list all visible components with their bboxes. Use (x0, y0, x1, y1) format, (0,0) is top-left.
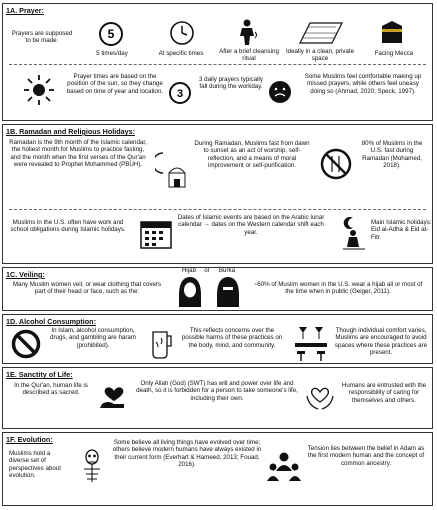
facing-mecca: Facing Mecca (374, 50, 414, 57)
ramadan-text: Ramadan is the 9th month of the Islamic calendar, the holiest month for Muslims to practice fasting, and the month when the first verses of the Qur'an were revealed to Prophet Mohammed (PBUH). (9, 139, 147, 169)
cleansing-ritual: After a brief cleansing ritual (219, 48, 279, 63)
work-text: Muslims in the U.S. often have work and school obligations during Islamic holidays. (10, 219, 126, 234)
prohibited-icon (11, 329, 41, 359)
diverse-text: Muslims hold a diverse set of perspectives about evolution. (9, 450, 61, 480)
tension-text: Tension lies between the belief in Adam as the first modern human and the concept of common ancestry. (307, 445, 425, 467)
people-group-icon (265, 451, 303, 485)
comfort-text: Some Muslims feel comfortable making up missed prayers, while others feel uneasy doing so (Ahmad, 2020; Speck, 1997). (304, 73, 422, 95)
hand-heart-icon (99, 382, 129, 412)
section-header: 1C. Veiling: (6, 270, 45, 279)
veiling-intro: Many Muslim women veil, or wear clothing that covers part of their head or face, such as the: (12, 281, 162, 296)
entrusted-text: Humans are entrusted with the responsibility of caring for themselves and others. (341, 382, 427, 404)
quran-text: In the Qur'an, human life is described as sacred. (14, 382, 88, 397)
section-alcohol (2, 314, 433, 364)
section-header: 1D. Alcohol Consumption: (6, 317, 96, 326)
drink-icon (149, 328, 175, 360)
section-header: 1A. Prayer: (6, 6, 44, 15)
percent-text: 80% of Muslims in the U.S. fast during Ramadan (Mohamed, 2018). (361, 140, 423, 170)
three-circle-icon (168, 81, 192, 105)
section-header: 1B. Ramadan and Religious Holidays: (6, 127, 136, 136)
divider (9, 64, 426, 65)
or-label: or (204, 267, 210, 274)
divider (9, 209, 426, 210)
lunar-text: Dates of Islamic events are based on the Arabic lunar calendar → dates on the Western calendar shift each year. (177, 214, 325, 236)
concerns-text: This reflects concerns over the possible harms of these practices on the body, mind, and community. (181, 327, 283, 349)
praying-person-icon (339, 215, 369, 253)
section-ramadan (2, 124, 433, 264)
haram-text: In Islam, alcohol consumption, drugs, and gambling are haram (prohibited). (50, 327, 136, 349)
specific-times: At specific times (158, 50, 204, 57)
allah-text: Only Allah (God) (SWT) has will and power over life and death, so it is forbidden for a person to take someone's life, including their own. (136, 380, 298, 402)
clock-icon (169, 20, 195, 46)
five-circle-icon (98, 21, 124, 47)
svg-text:5: 5 (107, 27, 115, 41)
burka-icon (215, 275, 241, 309)
clean-space: Ideally in a clean, private space (285, 48, 355, 63)
hijab-label: Hijab (181, 267, 197, 274)
hands-heart-icon (305, 382, 335, 412)
holidays-text: Main Islamic holidays: Eid al-Adha & Eid at-Fitr. (371, 219, 432, 241)
fasting-text: During Ramadan, Muslims fast from dawn to sunset as an act of worship, self-reflection, and a means of moral improvement or self-purification. (194, 140, 310, 170)
sun-position-text: Prayer times are based on the position of the sun, so they change based on time of year and location. (66, 73, 164, 95)
bar-icon (293, 325, 329, 363)
prayer-intro: Prayers are supposed to be made: (11, 30, 73, 45)
section-sanctity (2, 367, 433, 429)
believe-text: Some believe all living things have evolved over time; others believe modern humans have always existed in their current form (Everhart & Hameed, 2013; Fouad, 2016). (112, 439, 262, 469)
svg-text:3: 3 (176, 88, 184, 100)
sun-icon (23, 74, 55, 106)
hijab-icon (177, 275, 203, 309)
section-prayer (2, 3, 433, 121)
section-evolution (2, 432, 433, 506)
section-header: 1F. Evolution: (6, 435, 53, 444)
skeleton-icon (77, 449, 107, 485)
times-per-day: 5 times/day (96, 50, 128, 57)
no-eating-icon (319, 147, 353, 181)
three-daily-text: 3 daily prayers typically fall during the workday. (199, 76, 263, 91)
washing-person-icon (236, 18, 262, 48)
section-header: 1E. Sanctity of Life: (6, 370, 73, 379)
section-veiling (2, 267, 433, 311)
mosque-moon-icon (155, 149, 189, 189)
veiling-stat: ~60% of Muslim women in the U.S. wear a hijab all or most of the time when in public (Geiger, 2011). (253, 281, 423, 296)
burka-label: Burka (218, 267, 236, 274)
mixed-faces-icon (267, 79, 293, 105)
kaaba-icon (379, 18, 405, 46)
avoid-spaces-text: Though individual comfort varies, Muslims are encouraged to avoid spaces where these practices are present. (334, 327, 428, 357)
calendar-icon (139, 218, 173, 250)
prayer-rug-icon (296, 19, 344, 45)
